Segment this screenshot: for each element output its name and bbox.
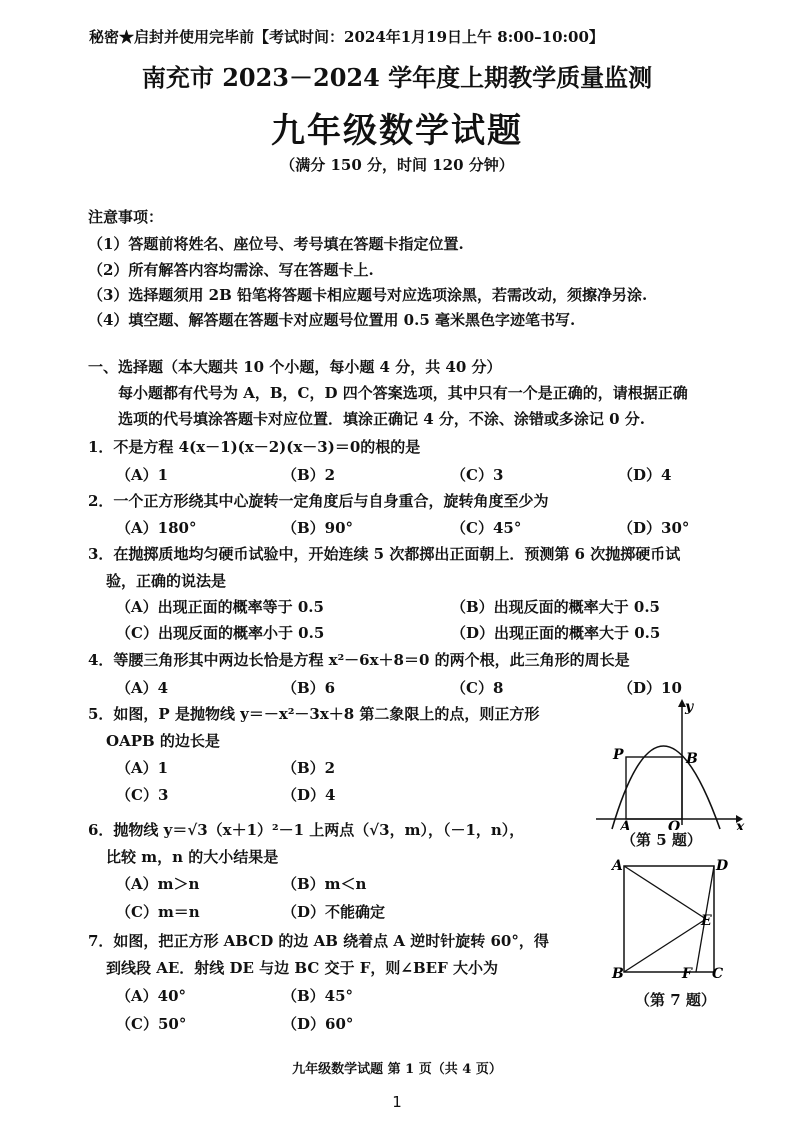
question-5-stem-cont: OAPB 的边长是 <box>106 732 220 750</box>
notice-item: （4）填空题、解答题在答题卡对应题号位置用 0.5 毫米黑色字迹笔书写. <box>88 311 576 329</box>
q5-option-d: （D）4 <box>282 786 336 804</box>
q4-option-a: （A）4 <box>116 679 169 697</box>
question-6-stem: 6．抛物线 y＝√3（x＋1）²－1 上两点（√3，m），（－1，n）， <box>88 821 525 839</box>
q6-option-a: （A）m＞n <box>116 875 200 893</box>
q7-option-c: （C）50° <box>116 1015 187 1033</box>
question-2-stem: 2．一个正方形绕其中心旋转一定角度后与自身重合，旋转角度至少为 <box>88 492 549 510</box>
fig5-label-o: O <box>668 819 681 830</box>
q3-option-c: （C）出现反面的概率小于 0.5 <box>116 624 325 642</box>
fig5-square-oapb <box>626 757 682 819</box>
question-5-stem: 5．如图，P 是抛物线 y＝－x²－3x＋8 第二象限上的点，则正方形 <box>88 705 540 723</box>
question-7-stem: 7．如图，把正方形 ABCD 的边 AB 绕着点 A 逆时针旋转 60°，得 <box>88 932 549 950</box>
q6-option-b: （B）m＜n <box>282 875 367 893</box>
notice-item: （1）答题前将姓名、座位号、考号填在答题卡指定位置. <box>88 235 464 253</box>
q2-option-b: （B）90° <box>282 519 354 537</box>
q2-option-c: （C）45° <box>451 519 522 537</box>
exam-title: 南充市 2023－2024 学年度上期教学质量监测 <box>141 63 653 92</box>
fig5-label-a: A <box>620 819 631 830</box>
question-3-stem-cont: 验，正确的说法是 <box>106 572 227 590</box>
section-instruction: 选项的代号填涂答题卡对应位置．填涂正确记 4 分，不涂、涂错或多涂记 0 分. <box>118 410 645 428</box>
confidential-note: 秘密★启封并使用完毕前【考试时间：2024年1月19日上午 8:00–10:00】 <box>89 28 604 46</box>
q7-option-b: （B）45° <box>282 987 354 1005</box>
q7-option-d: （D）60° <box>282 1015 354 1033</box>
figure-7-caption: （第 7 题） <box>635 991 716 1009</box>
question-4-stem: 4．等腰三角形其中两边长恰是方程 x²－6x＋8＝0 的两个根，此三角形的周长是 <box>88 651 630 669</box>
fig7-label-a: A <box>612 858 623 874</box>
q5-option-c: （C）3 <box>116 786 169 804</box>
q5-option-b: （B）2 <box>282 759 336 777</box>
q1-option-a: （A）1 <box>116 466 169 484</box>
q1-option-d: （D）4 <box>618 466 672 484</box>
q1-option-c: （C）3 <box>451 466 504 484</box>
fig7-label-f: F <box>682 966 692 982</box>
fig5-label-y: y <box>685 699 694 715</box>
fig7-label-d: D <box>716 858 729 874</box>
q6-option-c: （C）m＝n <box>116 903 200 921</box>
notice-heading: 注意事项： <box>88 208 164 226</box>
fig7-segment-be <box>624 919 706 972</box>
fig7-label-e: E <box>701 913 712 929</box>
figure-5-parabola <box>586 695 756 830</box>
fig7-label-b: B <box>612 966 624 982</box>
q2-option-d: （D）30° <box>618 519 690 537</box>
q1-option-b: （B）2 <box>282 466 336 484</box>
page-number: 1 <box>392 1093 402 1111</box>
fig7-label-c: C <box>712 966 724 982</box>
figure-7-square <box>604 852 744 987</box>
fig7-segment-ae <box>624 866 706 919</box>
q4-option-b: （B）6 <box>282 679 336 697</box>
exam-subtitle: 九年级数学试题 <box>271 111 523 151</box>
fig5-label-x: x <box>736 819 745 830</box>
figure-5-caption: （第 5 题） <box>621 831 702 849</box>
notice-item: （3）选择题须用 2B 铅笔将答题卡相应题号对应选项涂黑，若需改动，须擦净另涂. <box>88 286 648 304</box>
fig5-label-p: P <box>613 747 624 763</box>
question-6-stem-cont: 比较 m，n 的大小结果是 <box>106 848 279 866</box>
question-1-stem: 1．不是方程 4(x－1)(x－2)(x－3)＝0的根的是 <box>88 438 421 456</box>
fig5-label-b: B <box>686 751 698 767</box>
q3-option-d: （D）出现正面的概率大于 0.5 <box>451 624 661 642</box>
q2-option-a: （A）180° <box>116 519 197 537</box>
q4-option-c: （C）8 <box>451 679 504 697</box>
question-7-stem-cont: 到线段 AE．射线 DE 与边 BC 交于 F，则∠BEF 大小为 <box>106 959 498 977</box>
section-instruction: 每小题都有代号为 A，B，C，D 四个答案选项，其中只有一个是正确的，请根据正确 <box>118 384 688 402</box>
question-3-stem: 3．在抛掷质地均匀硬币试验中，开始连续 5 次都掷出正面朝上．预测第 6 次抛掷硬币试 <box>88 545 681 563</box>
page-footer: 九年级数学试题 第 1 页（共 4 页） <box>292 1062 502 1077</box>
q6-option-d: （D）不能确定 <box>282 903 386 921</box>
q4-option-d: （D）10 <box>618 679 682 697</box>
fig5-parabola-curve <box>612 746 720 829</box>
section-heading: 一、选择题（本大题共 10 个小题，每小题 4 分，共 40 分） <box>88 358 502 376</box>
notice-item: （2）所有解答内容均需涂、写在答题卡上. <box>88 261 374 279</box>
q3-option-a: （A）出现正面的概率等于 0.5 <box>116 598 324 616</box>
q5-option-a: （A）1 <box>116 759 169 777</box>
exam-info: （满分 150 分，时间 120 分钟） <box>280 156 514 174</box>
q7-option-a: （A）40° <box>116 987 187 1005</box>
q3-option-b: （B）出现反面的概率大于 0.5 <box>451 598 660 616</box>
